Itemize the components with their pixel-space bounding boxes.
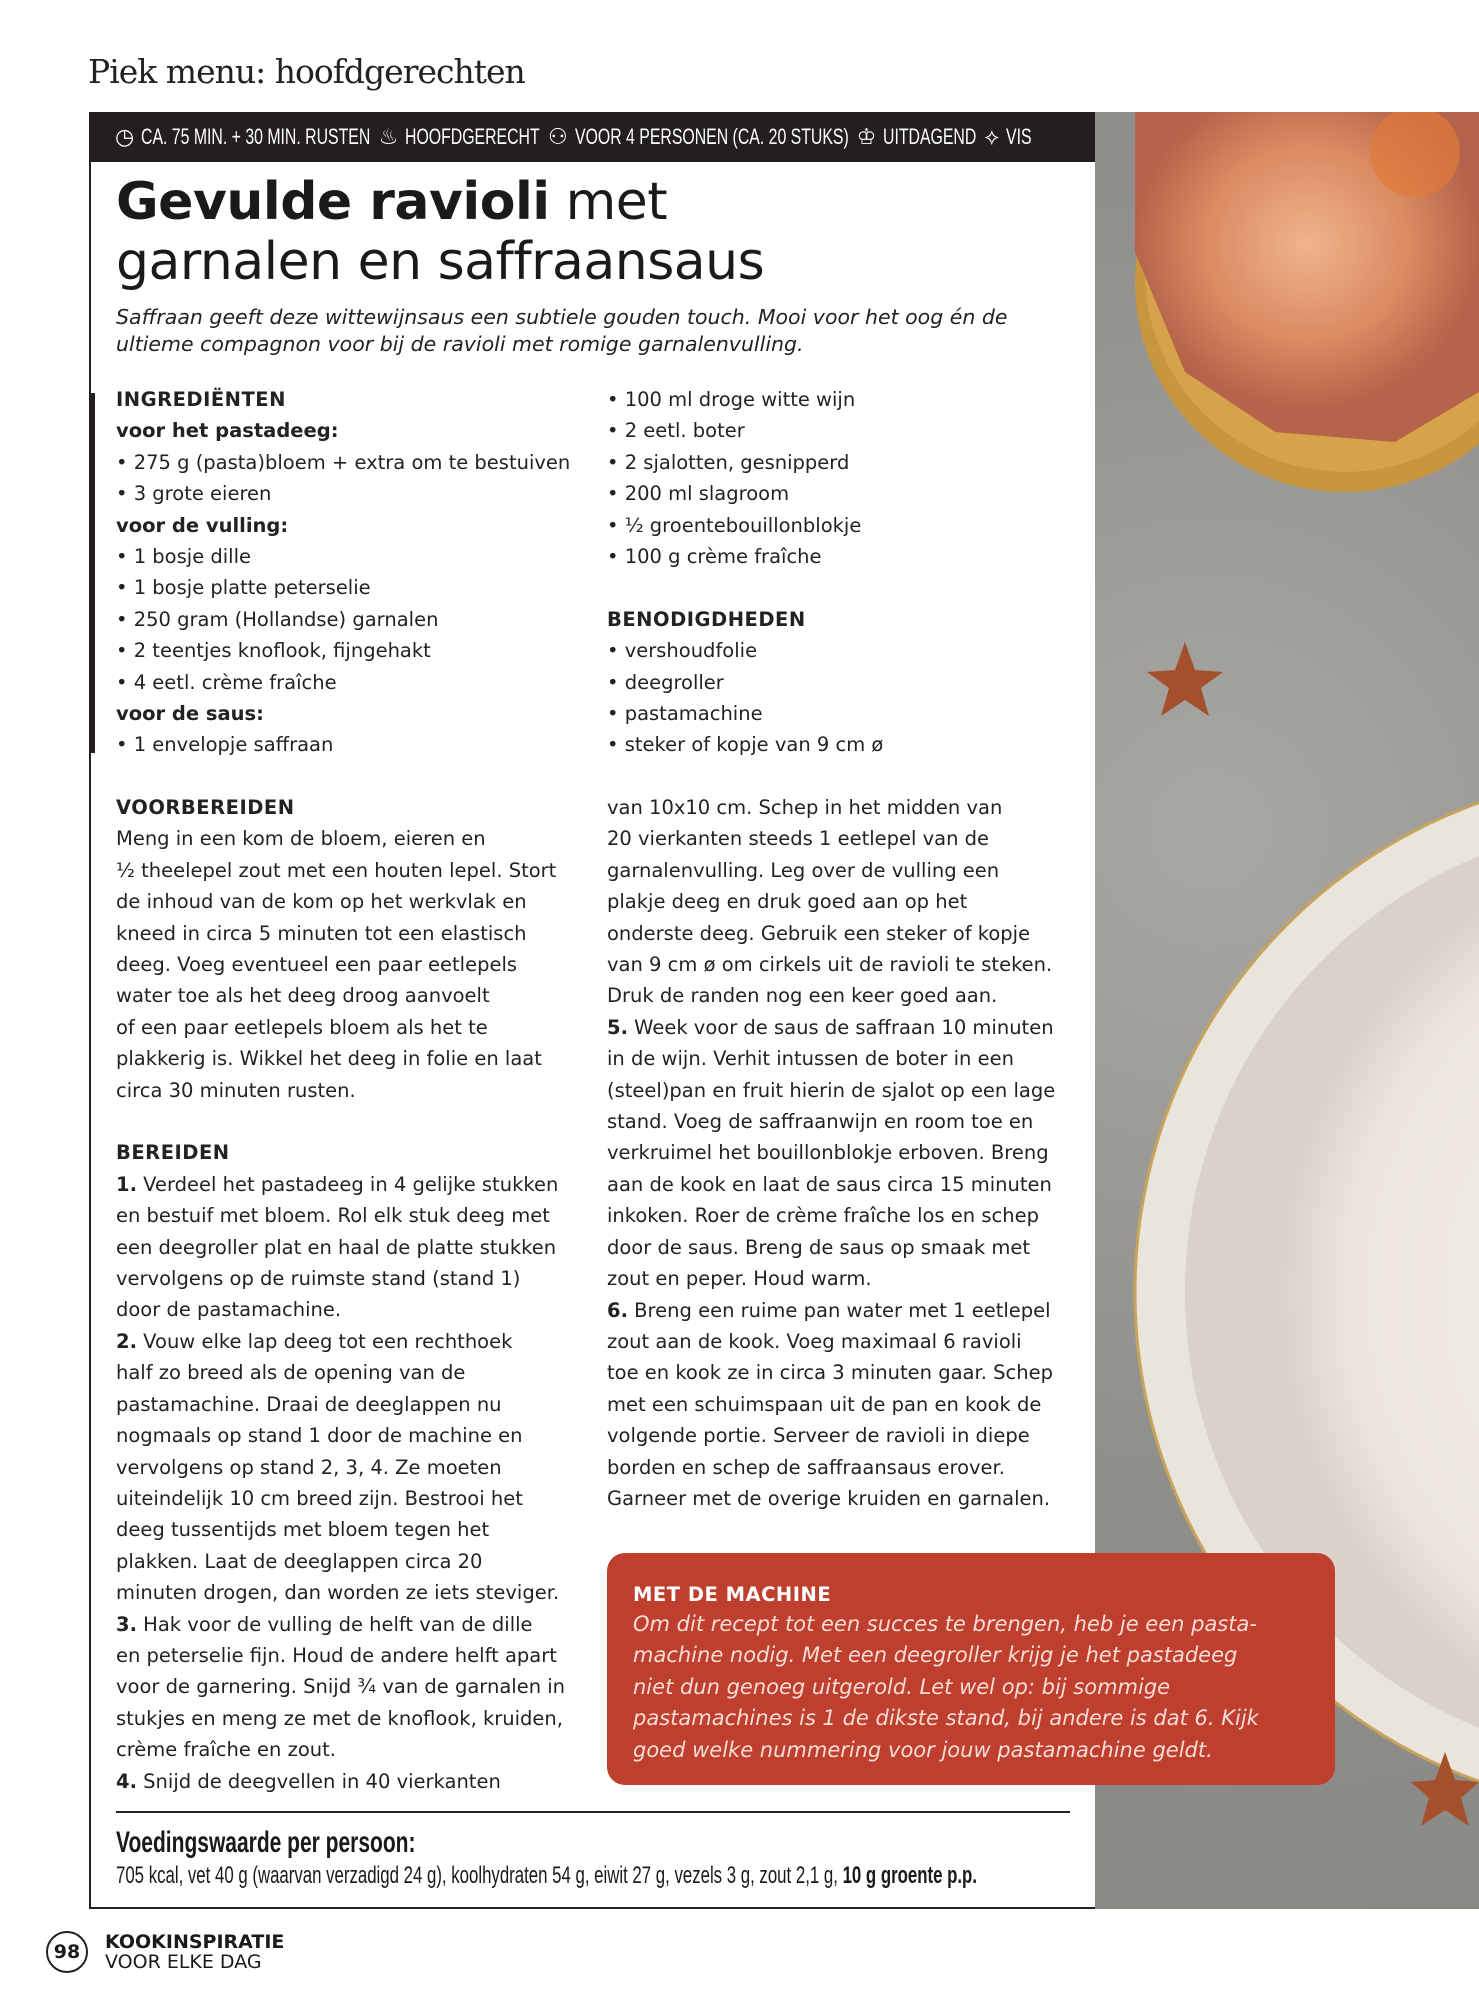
text-line: deeg. Voeg eventueel een paar eetlepels (116, 953, 518, 977)
step-line (116, 1766, 565, 1797)
star-decoration (1147, 642, 1223, 716)
step-text: garnalenvulling. Leg over de vulling een (607, 858, 1000, 882)
text-line: • 1 bosje dille (116, 545, 252, 569)
divider (116, 1811, 1070, 1813)
text-line: • pastamachine (607, 702, 763, 726)
tools-heading: BENODIGDHEDEN (607, 607, 806, 631)
recipe-subtitle: Saffraan geeft deze wittewijnsaus een subtiele gouden touch. Mooi voor het oog én de ultieme compagnon voor bij de ravioli met romige garnalenvulling. (116, 305, 1008, 356)
meta-item (548, 124, 849, 150)
chef-hat-icon: ♔ (856, 124, 877, 149)
step-line (607, 1483, 1055, 1514)
step-text: Garneer met de overige kruiden en garnalen. (607, 1486, 1051, 1510)
step-text: volgende portie. Serveer de ravioli in diepe (607, 1424, 1030, 1448)
ingredients-heading: INGREDIËNTEN (116, 388, 286, 411)
pot-icon: ♨ (378, 124, 399, 149)
ingredient-group-label: voor de saus: (116, 702, 264, 726)
magazine-name (105, 1932, 284, 1972)
prep-text (116, 823, 565, 1106)
step-line (116, 1609, 565, 1640)
recipe-meta-bar (89, 112, 1095, 162)
step-text: verkruimel het bouillonblokje erboven. Breng (607, 1141, 1049, 1165)
clock-icon: ◷ (115, 124, 135, 149)
step-text: zout aan de kook. Voeg maximaal 6 ravioli (607, 1329, 1022, 1353)
nutrition-heading: Voedingswaarde per persoon: (116, 1826, 416, 1859)
step-line (116, 1546, 565, 1577)
text-line: • 100 g crème fraîche (607, 545, 822, 569)
tip-heading: MET DE MACHINE (633, 1583, 832, 1606)
ingredient-list (607, 384, 883, 572)
page-number: 98 (46, 1931, 88, 1973)
step-line (607, 1326, 1055, 1357)
text-line: • 1 envelopje saffraan (116, 733, 334, 757)
text-line: • 4 eetl. crème fraîche (116, 670, 337, 694)
step-text: Verdeel het pastadeeg in 4 gelijke stukken (136, 1172, 559, 1196)
tools-list (607, 635, 883, 761)
step-line (607, 1452, 1055, 1483)
step-line (116, 1514, 565, 1545)
step-line (116, 1389, 565, 1420)
step-text: Week voor de saus de saffraan 10 minuten (627, 1015, 1054, 1039)
fish-icon: ⟡ (984, 124, 1000, 149)
ingredients-col2 (607, 384, 883, 761)
meta-label: VIS (1006, 124, 1032, 149)
cook-steps (116, 1169, 565, 1797)
text-line: machine nodig. Met een deegroller krijg je het pastadeeg (633, 1643, 1238, 1668)
step-line (607, 949, 1055, 980)
step-line (607, 886, 1055, 917)
step-line (607, 918, 1055, 949)
step-text: Breng een ruime pan water met 1 eetlepel (627, 1298, 1051, 1322)
tip-body (633, 1609, 1309, 1766)
meta-label: HOOFDGERECHT (405, 124, 541, 149)
text-line: • 2 eetl. boter (607, 419, 745, 443)
meta-item (984, 124, 1031, 150)
text-line: of een paar eetlepels bloem als het te (116, 1015, 488, 1039)
step-text: van 10x10 cm. Schep in het midden van (607, 796, 1003, 819)
text-line: • 100 ml droge witte wijn (607, 388, 856, 411)
step-text: borden en schep de saffraansaus erover. (607, 1455, 1005, 1479)
step-text: Hak voor de vulling de helft van de dille (136, 1612, 533, 1636)
step-number: 4. (116, 1769, 137, 1793)
method-col1 (116, 792, 565, 1797)
text-line: de inhoud van de kom op het werkvlak en (116, 890, 527, 914)
method-col2 (607, 792, 1055, 1514)
step-text: half zo breed als de opening van de (116, 1361, 466, 1385)
meta-item (379, 124, 540, 150)
step-text: in de wijn. Verhit intussen de boter in een (607, 1047, 1014, 1071)
text-line: • 1 bosje platte peterselie (116, 576, 371, 600)
step-line (607, 1137, 1055, 1168)
cook-heading: BEREIDEN (116, 1141, 230, 1165)
step-text: plakken. Laat de deeglappen circa 20 (116, 1549, 483, 1573)
step-text: door de pastamachine. (116, 1298, 342, 1322)
ingredient-list (116, 447, 570, 510)
text-line: water toe als het deeg droog aanvoelt (116, 984, 490, 1008)
title-rest: met (549, 172, 668, 232)
step-text: crème fraîche en zout. (116, 1738, 336, 1762)
text-line: • 2 sjalotten, gesnipperd (607, 450, 850, 474)
section-title: Piek menu: hoofdgerechten (88, 52, 525, 91)
step-line (116, 1734, 565, 1765)
step-line (116, 1640, 565, 1671)
step-text: stand. Voeg de saffraanwijn en room toe en (607, 1110, 1034, 1134)
step-line (607, 1232, 1055, 1263)
step-line (607, 1169, 1055, 1200)
step-text: 20 vierkanten steeds 1 eetlepel van de (607, 827, 990, 851)
step-text: toe en kook ze in circa 3 minuten gaar. Schep (607, 1361, 1053, 1385)
text-line: • deegroller (607, 670, 724, 694)
text-line: • ½ groentebouillonblokje (607, 513, 862, 537)
step-text: Druk de randen nog een keer goed aan. (607, 984, 998, 1008)
ingredient-list (116, 541, 570, 698)
step-line (607, 1043, 1055, 1074)
step-line (116, 1357, 565, 1388)
step-line (607, 1200, 1055, 1231)
text-line: Om dit recept tot een succes te brengen, heb je een pasta- (633, 1612, 1257, 1636)
step-text: (steel)pan en fruit hierin de sjalot op een lage (607, 1078, 1056, 1102)
text-line: • steker of kopje van 9 cm ø (607, 733, 884, 757)
step-line (607, 980, 1055, 1011)
step-line (607, 1075, 1055, 1106)
title-line2: garnalen en saffraansaus (116, 232, 765, 292)
step-text: Vouw elke lap deeg tot een rechthoek (136, 1329, 513, 1353)
step-line (116, 1326, 565, 1357)
step-line (116, 1420, 565, 1451)
nutrition-veg: 10 g groente p.p. (842, 1862, 977, 1889)
cook-steps (607, 792, 1055, 1514)
people-icon: ⚇ (548, 124, 568, 149)
text-line: • 250 gram (Hollandse) garnalen (116, 607, 439, 631)
text-line: plakkerig is. Wikkel het deeg in folie en laat (116, 1047, 542, 1071)
step-line (116, 1232, 565, 1263)
step-text: pastamachine. Draai de deeglappen nu (116, 1392, 502, 1416)
text-line: • vershoudfolie (607, 639, 758, 663)
meta-item (115, 124, 371, 150)
step-line (116, 1263, 565, 1294)
step-text: vervolgens op de ruimste stand (stand 1) (116, 1267, 521, 1291)
step-line (607, 792, 1055, 823)
magazine-line1: KOOKINSPIRATIE (105, 1931, 285, 1953)
step-text: onderste deeg. Gebruik een steker of kopje (607, 921, 1031, 945)
text-line: • 200 ml slagroom (607, 482, 790, 506)
step-line (607, 855, 1055, 886)
meta-label: VOOR 4 PERSONEN (CA. 20 STUKS) (574, 124, 849, 149)
text-line: • 2 teentjes knoflook, fijngehakt (116, 639, 431, 663)
title-bold: Gevulde ravioli (116, 172, 550, 232)
text-line: Meng in een kom de bloem, eieren en (116, 827, 486, 851)
text-line: circa 30 minuten rusten. (116, 1078, 356, 1102)
step-line (607, 1389, 1055, 1420)
step-text: nogmaals op stand 1 door de machine en (116, 1424, 523, 1448)
step-number: 6. (607, 1298, 628, 1322)
nutrition-values (116, 1862, 977, 1890)
ingredient-group-label: voor het pastadeeg: (116, 419, 339, 443)
text-line: • 275 g (pasta)bloem + extra om te bestuiven (116, 450, 571, 474)
step-line (607, 823, 1055, 854)
step-line (116, 1200, 565, 1231)
step-text: plakje deeg en druk goed aan op het (607, 890, 968, 914)
step-line (607, 1012, 1055, 1043)
text-line: goed welke nummering voor jouw pastamachine geldt. (633, 1737, 1213, 1762)
step-number: 5. (607, 1015, 628, 1039)
step-line (116, 1577, 565, 1608)
step-text: en bestuif met bloem. Rol elk stuk deeg met (116, 1204, 550, 1228)
meta-item (857, 124, 977, 150)
step-text: en peterselie fijn. Houd de andere helft apart (116, 1643, 557, 1667)
step-text: vervolgens op stand 2, 3, 4. Ze moeten (116, 1455, 502, 1479)
step-text: inkoken. Roer de crème fraîche los en schep (607, 1204, 1039, 1228)
step-line (116, 1703, 565, 1734)
ingredient-list (116, 729, 570, 760)
prep-heading: VOORBEREIDEN (116, 796, 295, 819)
meta-label: UITDAGEND (883, 124, 977, 149)
step-line (116, 1671, 565, 1702)
step-line (607, 1420, 1055, 1451)
meta-label: CA. 75 MIN. + 30 MIN. RUSTEN (141, 124, 371, 149)
text-line: niet dun genoeg uitgerold. Let wel op: bij sommige (633, 1674, 1171, 1699)
step-line (607, 1357, 1055, 1388)
step-text: zout en peper. Houd warm. (607, 1267, 872, 1291)
step-line (607, 1106, 1055, 1137)
ingredients-col1 (116, 384, 570, 761)
tip-box (607, 1553, 1335, 1785)
step-text: van 9 cm ø om cirkels uit de ravioli te steken. (607, 953, 1053, 977)
step-text: minuten drogen, dan worden ze iets steviger. (116, 1581, 560, 1605)
step-line (116, 1483, 565, 1514)
recipe-title (116, 172, 764, 292)
step-text: aan de kook en laat de saus circa 15 minuten (607, 1172, 1052, 1196)
step-line (116, 1294, 565, 1325)
step-number: 2. (116, 1329, 137, 1353)
step-text: met een schuimspaan uit de pan en kook de (607, 1392, 1042, 1416)
text-line: kneed in circa 5 minuten tot een elastisch (116, 921, 527, 945)
step-text: voor de garnering. Snijd ¾ van de garnalen in (116, 1675, 566, 1699)
step-text: een deegroller plat en haal de platte stukken (116, 1235, 557, 1259)
step-line (116, 1452, 565, 1483)
step-text: uiteindelijk 10 cm breed zijn. Bestrooi het (116, 1486, 523, 1510)
step-number: 3. (116, 1612, 137, 1636)
magazine-line2: VOOR ELKE DAG (105, 1951, 262, 1973)
step-line (607, 1263, 1055, 1294)
step-line (116, 1169, 565, 1200)
step-text: Snijd de deegvellen in 40 vierkanten (136, 1769, 501, 1793)
step-text: stukjes en meng ze met de knoflook, kruiden, (116, 1706, 563, 1730)
text-line: • 3 grote eieren (116, 482, 272, 506)
ingredients-accent-bar (89, 393, 95, 753)
ingredient-group-label: voor de vulling: (116, 513, 289, 537)
step-text: deeg tussentijds met bloem tegen het (116, 1518, 490, 1542)
text-line: ½ theelepel zout met een houten lepel. Stort (116, 858, 557, 882)
step-line (607, 1295, 1055, 1326)
nutrition-text: 705 kcal, vet 40 g (waarvan verzadigd 24 g), koolhydraten 54 g, eiwit 27 g, vezels 3 g, zout 2,1 g, (116, 1862, 843, 1889)
step-number: 1. (116, 1172, 137, 1196)
text-line: pastamachines is 1 de dikste stand, bij andere is dat 6. Kijk (633, 1706, 1259, 1731)
step-text: door de saus. Breng de saus op smaak met (607, 1235, 1031, 1259)
